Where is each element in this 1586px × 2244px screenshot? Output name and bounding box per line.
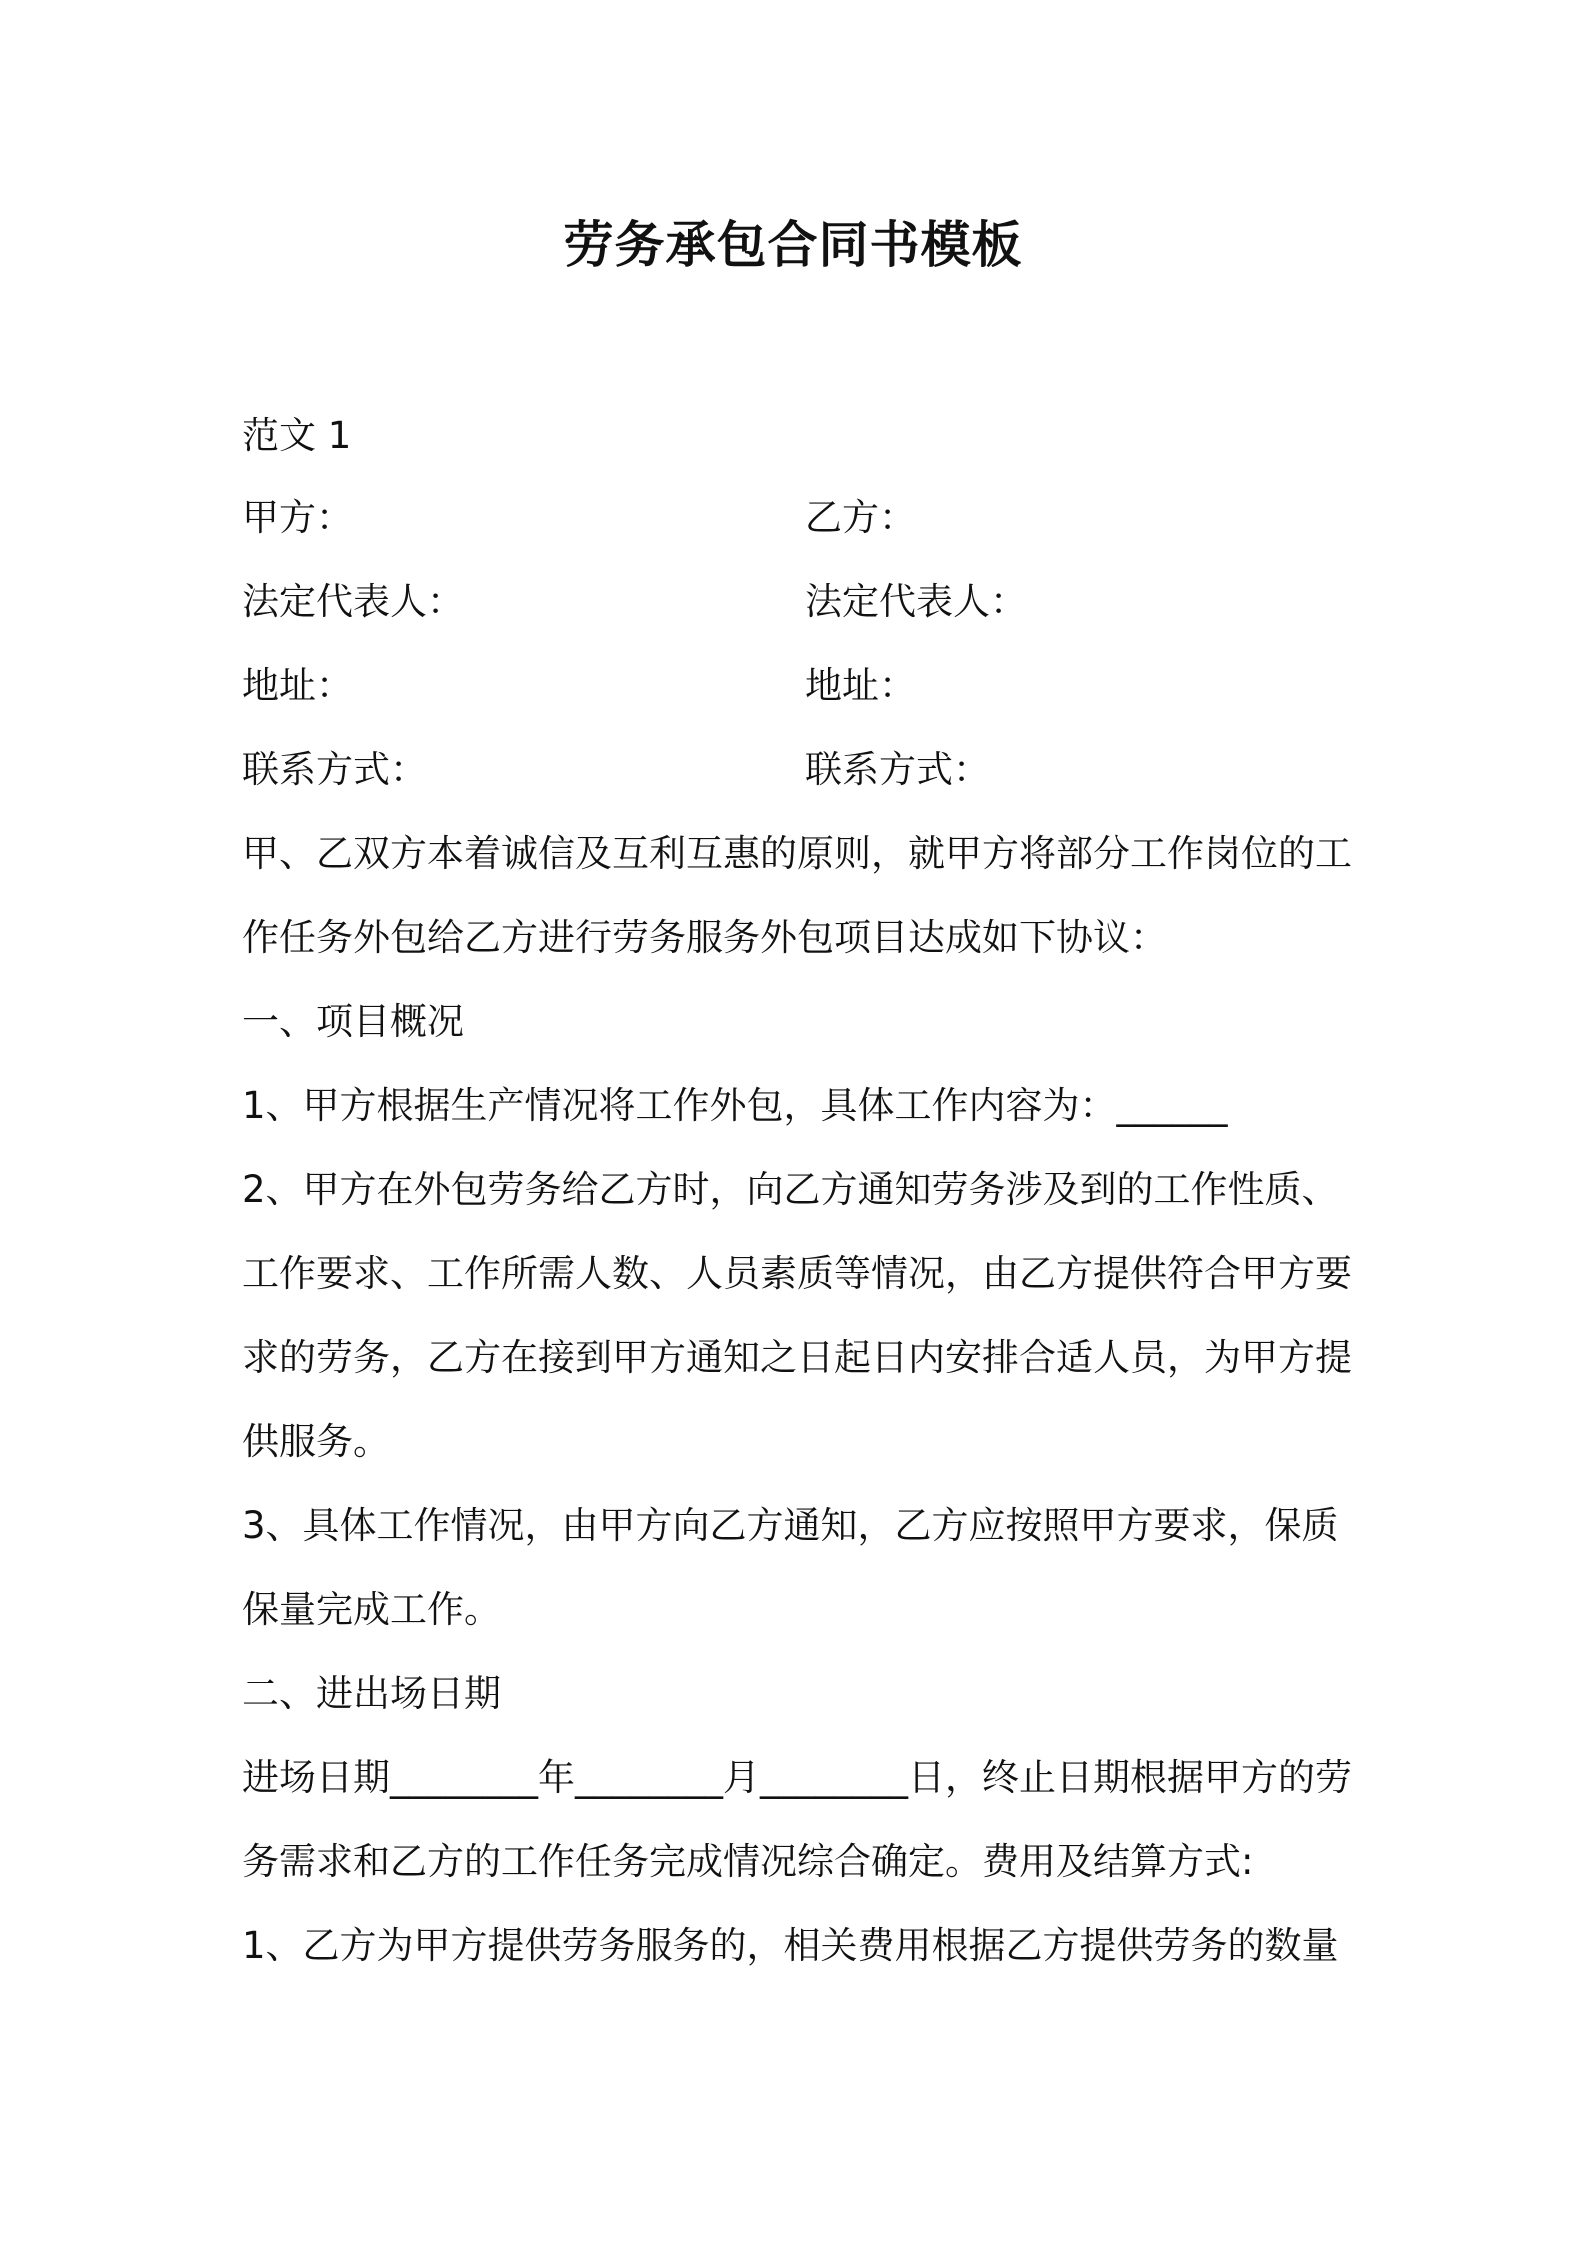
paragraph-line: 1、甲方根据生产情况将工作外包，具体工作内容为：______ bbox=[242, 1084, 1228, 1127]
document-title: 劳务承包合同书模板 bbox=[563, 216, 1023, 274]
party-b-contact-label: 联系方式： bbox=[805, 748, 990, 791]
paragraph-line: 进场日期________年________月________日，终止日期根据甲方的劳 bbox=[242, 1756, 1352, 1799]
section-heading: 二、进出场日期 bbox=[242, 1672, 501, 1715]
paragraph-line: 甲、乙双方本着诚信及互利互惠的原则，就甲方将部分工作岗位的工 bbox=[242, 832, 1352, 875]
paragraph-line: 作任务外包给乙方进行劳务服务外包项目达成如下协议： bbox=[242, 916, 1167, 959]
paragraph-line: 1、乙方为甲方提供劳务服务的，相关费用根据乙方提供劳务的数量 bbox=[242, 1924, 1339, 1967]
paragraph-line: 3、具体工作情况，由甲方向乙方通知，乙方应按照甲方要求，保质 bbox=[242, 1504, 1339, 1547]
party-a-address-label: 地址： bbox=[242, 664, 353, 707]
paragraph-line: 保量完成工作。 bbox=[242, 1588, 501, 1631]
paragraph-line: 求的劳务，乙方在接到甲方通知之日起日内安排合适人员，为甲方提 bbox=[242, 1336, 1352, 1379]
paragraph-line: 供服务。 bbox=[242, 1420, 390, 1463]
party-b-representative-label: 法定代表人： bbox=[805, 580, 1027, 623]
party-a-contact-label: 联系方式： bbox=[242, 748, 427, 791]
paragraph-line: 务需求和乙方的工作任务完成情况综合确定。费用及结算方式: bbox=[242, 1840, 1254, 1883]
party-a-name-label: 甲方： bbox=[242, 496, 353, 539]
party-a-representative-label: 法定代表人： bbox=[242, 580, 464, 623]
party-b-name-label: 乙方： bbox=[805, 496, 916, 539]
paragraph-line: 工作要求、工作所需人数、人员素质等情况，由乙方提供符合甲方要 bbox=[242, 1252, 1352, 1295]
section-heading: 一、项目概况 bbox=[242, 1000, 464, 1043]
party-b-address-label: 地址： bbox=[805, 664, 916, 707]
sample-label: 范文 1 bbox=[242, 414, 352, 457]
paragraph-line: 2、甲方在外包劳务给乙方时，向乙方通知劳务涉及到的工作性质、 bbox=[242, 1168, 1339, 1211]
